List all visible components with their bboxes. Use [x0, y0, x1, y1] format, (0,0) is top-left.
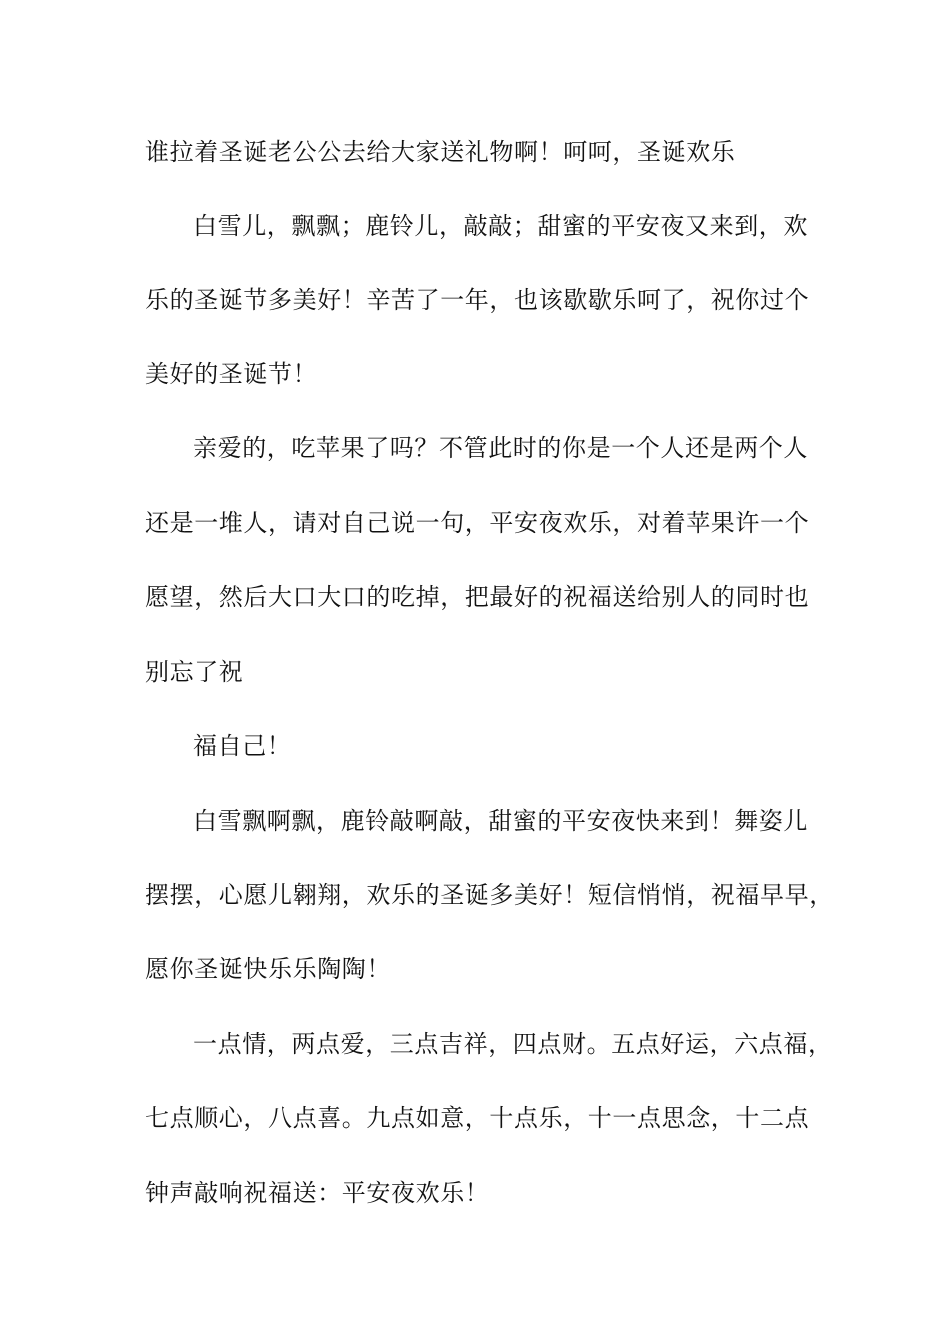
text-line: 愿望，然后大口大口的吃掉，把最好的祝福送给别人的同时也	[145, 583, 810, 611]
paragraph-start: 亲爱的，吃苹果了吗？不管此时的你是一个人还是两个人	[193, 434, 808, 462]
paragraph-start: 白雪飘啊飘，鹿铃敲啊敲，甜蜜的平安夜快来到！舞姿儿	[193, 807, 808, 835]
text-line: 谁拉着圣诞老公公去给大家送礼物啊！呵呵，圣诞欢乐	[145, 138, 736, 166]
text-line: 钟声敲响祝福送：平安夜欢乐！	[145, 1179, 490, 1207]
text-line: 摆摆，心愿儿翱翔，欢乐的圣诞多美好！短信悄悄，祝福早早，	[145, 881, 834, 909]
text-line: 七点顺心，八点喜。九点如意，十点乐，十一点思念，十二点	[145, 1104, 810, 1132]
paragraph-start: 一点情，两点爱，三点吉祥，四点财。五点好运，六点福，	[193, 1030, 833, 1058]
paragraph-start: 白雪儿，飘飘；鹿铃儿，敲敲；甜蜜的平安夜又来到，欢	[193, 212, 808, 240]
text-line: 还是一堆人，请对自己说一句，平安夜欢乐，对着苹果许一个	[145, 509, 810, 537]
text-line: 乐的圣诞节多美好！辛苦了一年，也该歇歇乐呵了，祝你过个	[145, 286, 810, 314]
text-line: 别忘了祝	[145, 658, 244, 686]
text-line: 愿你圣诞快乐乐陶陶！	[145, 955, 391, 983]
paragraph-start: 福自己！	[193, 732, 292, 760]
text-line: 美好的圣诞节！	[145, 360, 318, 388]
